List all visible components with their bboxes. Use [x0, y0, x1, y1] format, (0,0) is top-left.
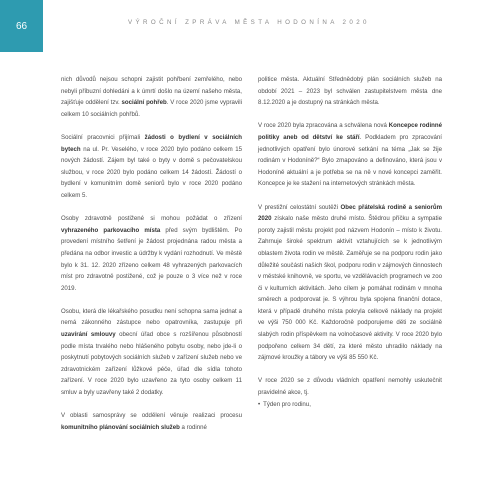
- text-run: V roce 2020 se z důvodu vládních opatření nemohly uskutečnit pravidelné akce, tj.: [258, 377, 442, 397]
- text-run: V prestižní celostátní soutěži: [258, 203, 341, 211]
- bold-term: vyhrazeného parkovacího místa: [61, 226, 161, 234]
- text-run: Osoby zdravotně postižené si mohou požádat o zřízení: [61, 215, 242, 223]
- right-text-column: [258, 74, 442, 410]
- paragraph: [61, 410, 242, 433]
- bold-term: Obec přátelská rodině a seniorům 2020: [258, 203, 442, 223]
- page-header: [0, 0, 480, 58]
- text-run: nich důvodů nejsou schopni zajistit pohřbení zemřelého, nebo nebyli příbuzní dohledáni a k úmrtí došlo na území našeho města, zajišťuje oddělení tzv.: [61, 76, 242, 107]
- left-text-column: [61, 74, 242, 445]
- paragraph: [61, 213, 242, 294]
- text-run: před svým bydlištěm. Po provedení místního šetření je žádost projednána radou města a předána na odbor investic a údržby k vydání rozhodnutí. Ve městě bylo k 31. 12. 2020 zřízeno celkem 48 vyhrazených parkovacích míst pro zdravotně postižené, což je pouze o 3 více než v roce 2019.: [61, 226, 242, 292]
- paragraph: [258, 74, 442, 109]
- text-run: V roce 2020 byla zpracována a schválena nová: [258, 122, 389, 130]
- bold-term: sociální pohřeb: [121, 99, 167, 107]
- text-run: . Podkladem pro zpracování jednotlivých opatření bylo únorové setkání na téma „Jak se žije rodinám v Hodoníně?“ Bylo zmapováno a definováno, která jsou v Hodoníně aktuální a je potřeba se na ně v nové koncepci zaměřit. Koncepce je ke stažení na internetových stránkách města.: [258, 133, 442, 188]
- text-run: . V roce 2020 jsme vypravili celkem 10 sociálních pohřbů.: [61, 99, 242, 118]
- text-run: a rodinné: [179, 423, 207, 431]
- bold-term: uzavírání smlouvy: [61, 331, 116, 339]
- bullet-text: Týden pro rodinu,: [263, 400, 311, 408]
- bold-term: komunitního plánování sociálních služeb: [61, 423, 180, 431]
- paragraph: [258, 202, 442, 364]
- page-number: 66: [0, 0, 43, 52]
- bullet-item: [258, 399, 442, 411]
- paragraph: [61, 132, 242, 202]
- paragraph: [258, 120, 442, 190]
- paragraph: [61, 306, 242, 399]
- text-run: V oblasti samosprávy se oddělení věnuje realizaci procesu: [61, 412, 242, 420]
- text-run: na ul. Pr. Veselého, v roce 2020 bylo podáno celkem 15 nových žádostí. Zájem byl také o byty v domě s pečovatelskou službou, v roce 2020 bylo podáno celkem 14 žádostí. Žádostí o bydlení v komunitním domě seniorů bylo v roce 2020 podáno celkem 5.: [61, 145, 242, 199]
- text-run: získalo naše město druhé místo. Štědrou příčku a sympatie poroty zajistil městu projekt pod názvem Hodonín – místo k životu. Zahrnuje široké spektrum aktivit vztahujících se k jednotlivým oblastem života rodin ve městě. Zaměřuje se na podporu rodin jako důležité součásti našich škol, podporu rodin v zájmových činnostech v městské knihovně, ve sportu, ve vzdělávacích programech ve zoo či v kulturních aktivitách. Jeho cílem je pomáhat rodinám v mnoha směrech a podporovat je. S výhrou byla spojena finanční dotace, která v případě druhého místa pokryla celkově náklady na projekt ve výši 750 000 Kč. Každoročně podporujeme děti ze sociálně slabých rodin příspěvkem na volnočasové aktivity. V roce 2020 bylo podpořeno celkem 34 dětí, za které město uhradilo náklady na zájmové kroužky a tábory ve výši 85 550 Kč.: [258, 215, 442, 362]
- paragraph: [61, 74, 242, 120]
- bold-term: Koncepce rodinné politiky aneb od dětství ke stáří: [258, 122, 442, 141]
- paragraph: [258, 375, 442, 398]
- running-title: VÝROČNÍ ZPRÁVA MĚSTA HODONÍNA 2020: [128, 19, 370, 26]
- text-run: Osobu, která dle lékařského posudku není schopna sama jednat a nemá zákonného zástupce nebo opatrovníka, zastupuje při: [61, 307, 242, 327]
- bold-term: žádosti o bydlení v sociálních bytech: [61, 133, 242, 153]
- text-run: politice města. Aktuální Střednědobý plán sociálních služeb na období 2021 – 2023 byl schválen zastupitelstvem města dne 8.12.2020 a je dostupný na stránkách města.: [258, 76, 442, 107]
- text-run: obecní úřad obce s rozšířenou působností podle místa trvalého nebo hlášeného pobytu osoby, nebo jde-li o poskytnutí pobytových sociálních služeb v zařízení služeb nebo ve zdravotnickém zařízení lůžkové péče, úřad dle sídla tohoto zařízení. V roce 2020 bylo uzavřeno za tyto osoby celkem 11 smluv a byly uzavřeny také 2 dodatky.: [61, 331, 242, 397]
- text-run: Sociální pracovnici přijímali: [61, 133, 145, 141]
